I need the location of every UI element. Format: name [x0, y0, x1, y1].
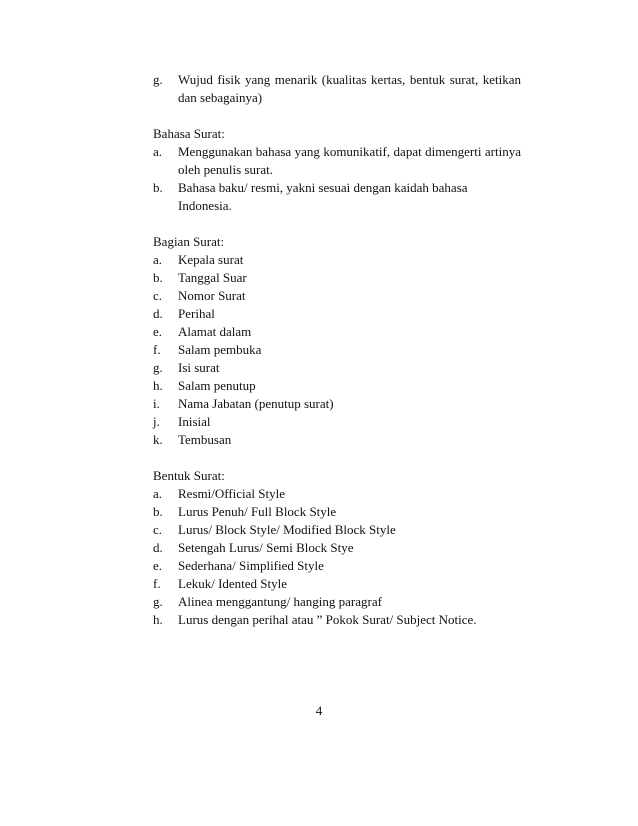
- list-item: [153, 485, 521, 503]
- list-marker: k.: [153, 432, 163, 447]
- list-marker: a.: [153, 486, 163, 501]
- list-item-text: Kepala surat: [178, 252, 244, 267]
- list-marker: f.: [153, 576, 161, 591]
- list-item-text-line2: dan sebagainya): [178, 90, 263, 105]
- list-marker: c.: [153, 288, 163, 303]
- list-item: [153, 431, 521, 449]
- list-marker: g.: [153, 360, 163, 375]
- list-item-text: Resmi/Official Style: [178, 486, 285, 501]
- list-marker: i.: [153, 396, 160, 411]
- list-item: [153, 557, 521, 575]
- list-item-text: Bahasa baku/ resmi, yakni sesuai dengan kaidah bahasa Indonesia.: [178, 180, 468, 213]
- section-bentuk-surat: [153, 467, 521, 629]
- list-item-text-line1: Wujud fisik yang menarik (kualitas kertas, bentuk surat, ketikan: [178, 72, 521, 87]
- section-heading: Bagian Surat:: [153, 234, 225, 249]
- list-item: [153, 539, 521, 557]
- list-item: [153, 341, 521, 359]
- list-marker: b.: [153, 270, 163, 285]
- list-marker: d.: [153, 540, 163, 555]
- list-item: [153, 143, 521, 179]
- list-item-text: [178, 71, 521, 107]
- list-item: [153, 521, 521, 539]
- list-item-text: Lurus Penuh/ Full Block Style: [178, 504, 337, 519]
- list-item-text: Lurus/ Block Style/ Modified Block Style: [178, 522, 396, 537]
- list-marker: g.: [153, 72, 163, 87]
- list-item-text: Nomor Surat: [178, 288, 246, 303]
- list-item-text: Lurus dengan perihal atau ” Pokok Surat/ Subject Notice.: [178, 612, 477, 627]
- list-item: [153, 575, 521, 593]
- list-item-text: Perihal: [178, 306, 215, 321]
- list-item-text: Tembusan: [178, 432, 232, 447]
- list-marker: b.: [153, 504, 163, 519]
- list-item-text: [178, 143, 521, 179]
- list-item-text: Alamat dalam: [178, 324, 252, 339]
- list-marker: f.: [153, 342, 161, 357]
- list-item: [153, 251, 521, 269]
- list-marker: c.: [153, 522, 163, 537]
- section-gap: [153, 215, 521, 233]
- list-item: [153, 359, 521, 377]
- list-marker: g.: [153, 594, 163, 609]
- page-number: 4: [315, 703, 323, 718]
- list-marker: j.: [153, 414, 160, 429]
- list-item: [153, 593, 521, 611]
- list-item-text: Lekuk/ Idented Style: [178, 576, 288, 591]
- list-item-intro-g: [153, 71, 521, 107]
- list-item: [153, 305, 521, 323]
- list-item: [153, 413, 521, 431]
- section-bagian-surat: [153, 233, 521, 449]
- list-marker: a.: [153, 144, 163, 159]
- list-item: [153, 269, 521, 287]
- list-item-text: Salam pembuka: [178, 342, 262, 357]
- list-item-text: Sederhana/ Simplified Style: [178, 558, 324, 573]
- list-item-text: Alinea menggantung/ hanging paragraf: [178, 594, 382, 609]
- list-item-text: Tanggal Suar: [178, 270, 247, 285]
- list-item-text: Inisial: [178, 414, 211, 429]
- list-item: [153, 395, 521, 413]
- list-marker: h.: [153, 378, 163, 393]
- list-marker: e.: [153, 324, 163, 339]
- list-item: [153, 503, 521, 521]
- list-item: [153, 287, 521, 305]
- section-gap: [153, 107, 521, 125]
- list-marker: d.: [153, 306, 163, 321]
- list-marker: b.: [153, 180, 163, 195]
- list-marker: a.: [153, 252, 163, 267]
- list-item-text-line2: oleh penulis surat.: [178, 162, 273, 177]
- list-item-text-line1: Menggunakan bahasa yang komunikatif, dapat dimengerti artinya: [178, 144, 521, 159]
- list-item-text: Nama Jabatan (penutup surat): [178, 396, 334, 411]
- section-bahasa-surat: [153, 125, 521, 215]
- list-item-text: Isi surat: [178, 360, 220, 375]
- list-item: [153, 179, 521, 215]
- section-gap: [153, 449, 521, 467]
- section-heading: Bentuk Surat:: [153, 468, 225, 483]
- list-item: [153, 377, 521, 395]
- list-marker: e.: [153, 558, 163, 573]
- page-content: [153, 71, 521, 629]
- list-item: [153, 323, 521, 341]
- list-item-text: Salam penutup: [178, 378, 256, 393]
- list-item: [153, 611, 521, 629]
- list-marker: h.: [153, 612, 163, 627]
- section-heading: Bahasa Surat:: [153, 126, 225, 141]
- list-item-text: Setengah Lurus/ Semi Block Stye: [178, 540, 354, 555]
